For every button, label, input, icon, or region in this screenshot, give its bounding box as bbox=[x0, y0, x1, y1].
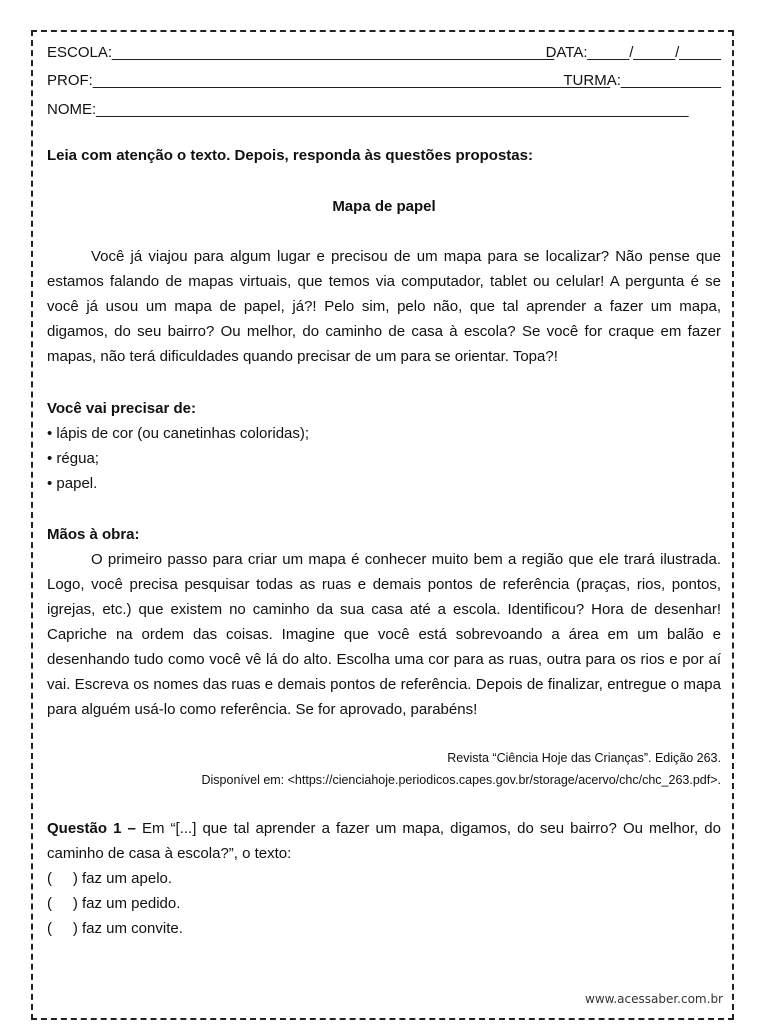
prof-field[interactable]: PROF:______________________________________________________________ bbox=[47, 72, 611, 89]
turma-field[interactable]: TURMA:____________ bbox=[563, 72, 721, 89]
materials-item: • papel. bbox=[47, 475, 98, 492]
question-1-prompt bbox=[47, 816, 721, 866]
steps-paragraph: O primeiro passo para criar um mapa é conhecer muito bem a região que ele trará ilustrada. Logo, você precisa pesquisar todas as ruas e demais pontos de referência (praças, rios, pontos, igrejas, etc.) que existem no caminho da sua casa até a escola. Identificou? Hora de desenhar! Capriche na ordem das coisas. Imagine que você está sobrevoando a área em um balão e desenhando tudo como você vê lá do alto. Escolha uma cor para as ruas, outra para os rios e por aí vai. Escreva os nomes das ruas e demais pontos de referência. Depois de finalizar, entregue o mapa para alguém usá-lo como referência. Se for aprovado, parabéns! bbox=[47, 551, 721, 718]
header-row-escola bbox=[47, 43, 721, 63]
materials-section bbox=[47, 396, 721, 496]
materials-item: • régua; bbox=[47, 450, 99, 467]
question-1-label: Questão 1 – bbox=[47, 820, 136, 837]
steps-heading: Mãos à obra: bbox=[47, 526, 140, 543]
source-line-2: Disponível em: <https://cienciahoje.periodicos.capes.gov.br/storage/acervo/chc/chc_263.pdf>. bbox=[201, 773, 721, 787]
materials-item: • lápis de cor (ou canetinhas coloridas); bbox=[47, 425, 310, 442]
footer-url: www.acessaber.com.br bbox=[585, 992, 723, 1006]
header-row-prof bbox=[47, 71, 721, 91]
question-1-text: Em “[...] que tal aprender a fazer um mapa, digamos, do seu bairro? Ou melhor, do caminho de casa à escola?”, o texto: bbox=[47, 820, 721, 862]
source-citation bbox=[47, 747, 721, 791]
header-row-nome bbox=[47, 100, 721, 120]
question-1-option[interactable]: ( ) faz um convite. bbox=[47, 920, 183, 937]
question-1-option[interactable]: ( ) faz um pedido. bbox=[47, 895, 181, 912]
nome-field[interactable]: NOME:_______________________________________________________________________ bbox=[47, 101, 689, 118]
intro-paragraph: Você já viajou para algum lugar e precisou de um mapa para se localizar? Não pense que estamos falando de mapas virtuais, que temos via computador, tablet ou celular! A pergunta é se você já usou um mapa de papel, já?! Pelo sim, pelo não, que tal aprender a fazer um mapa, digamos, do seu bairro? Ou melhor, do caminho de casa à escola? Se você for craque em fazer mapas, não terá dificuldades quando precisar de um para se orientar. Topa?! bbox=[47, 248, 721, 365]
question-1-option[interactable]: ( ) faz um apelo. bbox=[47, 870, 173, 887]
steps-section bbox=[47, 522, 721, 722]
escola-field[interactable]: ESCOLA:_____________________________________________________ bbox=[47, 44, 555, 61]
instruction: Leia com atenção o texto. Depois, responda às questões propostas: bbox=[47, 147, 533, 164]
text-title: Mapa de papel bbox=[332, 198, 436, 215]
materials-heading: Você vai precisar de: bbox=[47, 400, 196, 417]
source-line-1: Revista “Ciência Hoje das Crianças”. Edição 263. bbox=[447, 751, 721, 765]
question-1 bbox=[47, 816, 721, 941]
data-field[interactable]: DATA:_____/_____/_____ bbox=[545, 44, 721, 61]
